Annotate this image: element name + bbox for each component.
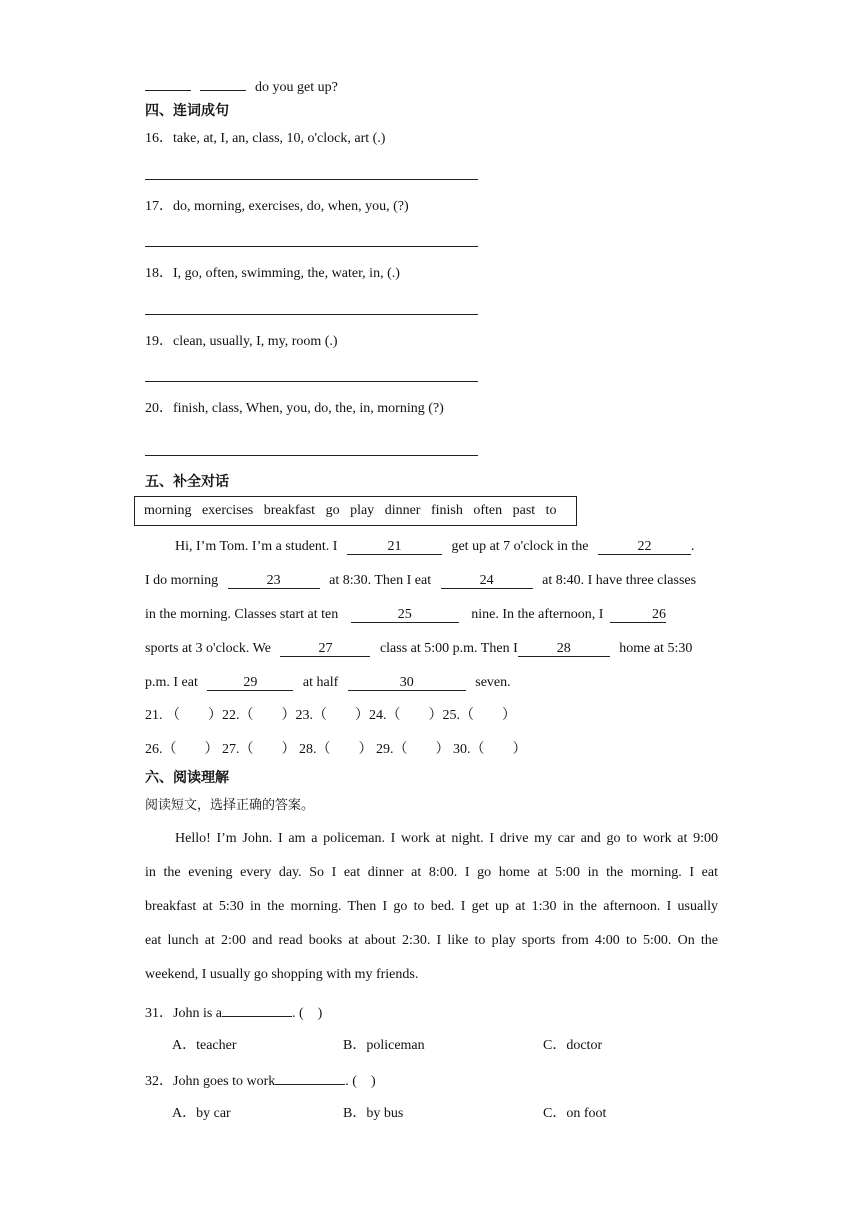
dialog-line-3: in the morning. Classes start at ten 25 nine. In the afternoon, I 26: [145, 607, 666, 622]
q18: 18．I, go, often, swimming, the, water, in, (.): [145, 266, 400, 281]
q32-option-c[interactable]: C．on foot: [543, 1106, 607, 1121]
word-bank-item: finish: [430, 503, 463, 518]
blank-30[interactable]: 30: [348, 674, 466, 691]
q19-answer-line[interactable]: [145, 381, 478, 382]
q19: 19．clean, usually, I, my, room (.): [145, 334, 338, 349]
q31-option-c[interactable]: C．doctor: [543, 1038, 603, 1053]
dialog-line-4: sports at 3 o'clock. We 27 class at 5:00 p.m. Then I 28 home at 5:30: [145, 641, 693, 656]
reading-instruction: 阅读短文，选择正确的答案。: [145, 798, 315, 813]
q32-blank[interactable]: [275, 1068, 345, 1085]
q16-answer-line[interactable]: [145, 179, 478, 180]
blank-22[interactable]: 22: [598, 538, 691, 555]
q17-answer-line[interactable]: [145, 246, 478, 247]
blank-24[interactable]: 24: [441, 572, 533, 589]
passage-line: weekend, I usually go shopping with my friends.: [145, 967, 419, 982]
word-bank-item: past: [512, 503, 536, 518]
answer-blank[interactable]: [200, 74, 246, 91]
q31-option-a[interactable]: A．teacher: [172, 1038, 237, 1053]
passage-line: eat lunch at 2:00 and read books at about 2:30. I like to play sports from 4:00 to 5:00. On the: [145, 933, 718, 948]
q32: 32．John goes to work . ( ): [145, 1068, 376, 1091]
word-bank-item: exercises: [201, 503, 254, 518]
q20: 20．finish, class, When, you, do, the, in, morning (?): [145, 401, 444, 416]
reading-passage: [145, 822, 718, 992]
dialog-line-1: Hi, I’m Tom. I’m a student. I 21 get up at 7 o'clock in the 22 .: [175, 539, 695, 554]
section6-heading: 六、阅读理解: [145, 770, 229, 786]
passage-line: Hello! I’m John. I am a policeman. I work at night. I drive my car and go to work at 9:00: [175, 831, 718, 846]
blank-25[interactable]: 25: [351, 606, 459, 623]
word-bank-item: dinner: [384, 503, 421, 518]
q20-answer-line[interactable]: [145, 455, 478, 456]
passage-line: in the evening every day. So I eat dinner at 8:00. I go home at 5:00 in the morning. I eat: [145, 865, 718, 880]
blank-27[interactable]: 27: [280, 640, 370, 657]
answer-row-2[interactable]: 26.（ ） 27.（ ） 28.（ ） 29.（ ） 30.（ ）: [145, 742, 527, 757]
word-bank-item: breakfast: [263, 503, 316, 518]
q17: 17．do, morning, exercises, do, when, you, (?): [145, 199, 409, 214]
blank-28[interactable]: 28: [518, 640, 610, 657]
section4-heading: 四、连词成句: [145, 103, 229, 119]
q32-option-a[interactable]: A．by car: [172, 1106, 231, 1121]
q15-tail: [145, 74, 338, 97]
blank-26[interactable]: 26: [610, 606, 666, 623]
dialog-line-5: p.m. I eat 29 at half 30 seven.: [145, 675, 511, 690]
word-bank-box: [134, 496, 577, 526]
dialog-line-2: I do morning 23 at 8:30. Then I eat 24 at 8:40. I have three classes: [145, 573, 697, 588]
q32-option-b[interactable]: B．by bus: [343, 1106, 404, 1121]
q18-answer-line[interactable]: [145, 314, 478, 315]
word-bank-item: to: [545, 503, 557, 518]
blank-29[interactable]: 29: [207, 674, 293, 691]
q16: 16．take, at, I, an, class, 10, o'clock, art (.): [145, 131, 386, 146]
answer-row-1[interactable]: 21. （ ）22.（ ）23.（ ）24.（ ）25.（ ）: [145, 708, 516, 723]
q31-blank[interactable]: [222, 1000, 292, 1017]
section5-heading: 五、补全对话: [145, 474, 229, 490]
word-bank-item: morning: [144, 503, 192, 518]
answer-blank[interactable]: [145, 74, 191, 91]
q31-option-b[interactable]: B．policeman: [343, 1038, 425, 1053]
blank-23[interactable]: 23: [228, 572, 320, 589]
blank-21[interactable]: 21: [347, 538, 442, 555]
q31: 31．John is a . ( ): [145, 1000, 322, 1023]
passage-line: breakfast at 5:30 in the morning. Then I go to bed. I get up at 1:30 in the afternoon. I usually: [145, 899, 718, 914]
word-bank-item: often: [473, 503, 503, 518]
q15-text: do you get up?: [255, 80, 338, 95]
word-bank-item: play: [350, 503, 375, 518]
word-bank-item: go: [325, 503, 340, 518]
